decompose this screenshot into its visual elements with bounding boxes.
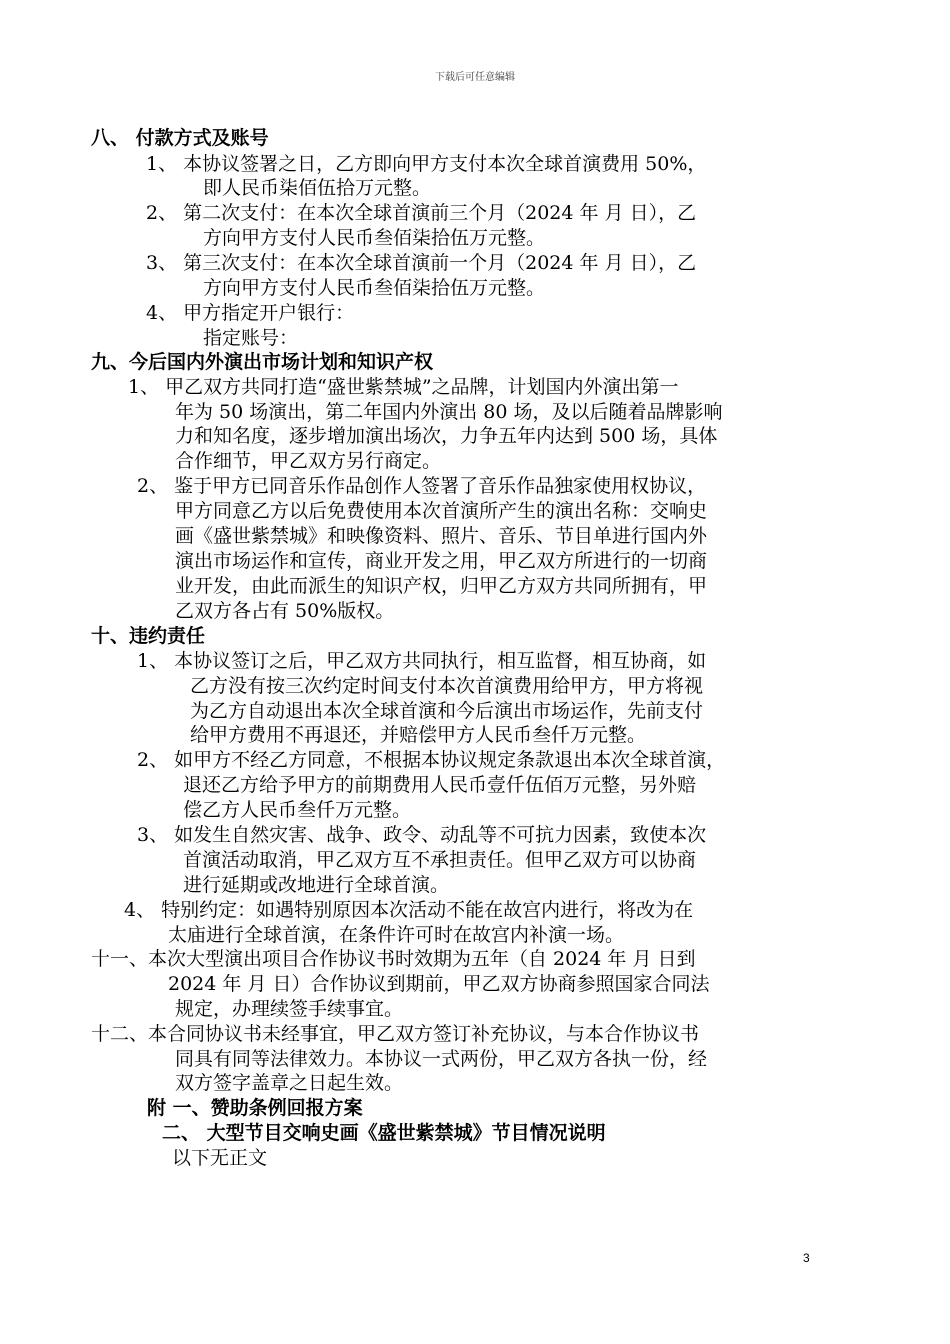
s9-line-10: 乙双方各占有 50%版权。 (175, 600, 395, 622)
s11-line-1: 十一、本次大型演出项目合作协议书时效期为五年（自 2024 年 月 日到 (91, 948, 696, 970)
s10-line-6: 退还乙方给予甲方的前期费用人民币壹仟伍佰万元整，另外赔 (183, 774, 697, 796)
s8-line-2: 即人民币柒佰伍拾万元整。 (203, 177, 432, 199)
s9-line-5: 2、 鉴于甲方已同音乐作品创作人签署了音乐作品独家使用权协议， (137, 475, 707, 497)
section-9-title: 九、今后国内外演出市场计划和知识产权 (91, 351, 434, 373)
section-8-title: 八、 付款方式及账号 (91, 127, 269, 149)
s10-line-10: 进行延期或改地进行全球首演。 (183, 874, 450, 896)
s10-line-7: 偿乙方人民币叁仟万元整。 (183, 799, 412, 821)
appendix-line-1: 附 一、赞助条例回报方案 (147, 1097, 363, 1119)
s8-line-3: 2、 第二次支付：在本次全球首演前三个月（2024 年 月 日），乙 (146, 202, 697, 224)
s10-line-5: 2、 如甲方不经乙方同意，不根据本协议规定条款退出本次全球首演， (137, 749, 726, 771)
s12-line-3: 双方签字盖章之日起生效。 (175, 1072, 404, 1094)
s12-line-2: 同具有同等法律效力。本协议一式两份，甲乙双方各执一份，经 (175, 1048, 708, 1070)
s9-line-2: 年为 50 场演出，第二年国内外演出 80 场，及以后随着品牌影响 (175, 401, 723, 423)
s9-line-4: 合作细节，甲乙双方另行商定。 (175, 450, 442, 472)
s9-line-9: 业开发，由此而派生的知识产权，归甲乙方双方共同所拥有，甲 (175, 575, 708, 597)
section-10-title: 十、违约责任 (91, 625, 206, 647)
s10-line-2: 乙方没有按三次约定时间支付本次首演费用给甲方，甲方将视 (190, 675, 704, 697)
s11-line-3: 规定，办理续签手续事宜。 (175, 998, 404, 1020)
s10-line-11: 4、 特别约定：如遇特别原因本次活动不能在故宫内进行，将改为在 (124, 899, 694, 921)
s9-line-8: 演出市场运作和宣传，商业开发之用，甲乙双方所进行的一切商 (175, 550, 708, 572)
s11-line-2: 2024 年 月 日）合作协议到期前，甲乙双方协商参照国家合同法 (168, 973, 710, 995)
s9-line-7: 画《盛世紫禁城》和映像资料、照片、音乐、节目单进行国内外 (175, 525, 708, 547)
s8-line-7: 4、 甲方指定开户银行： (146, 302, 355, 324)
s10-line-8: 3、 如发生自然灾害、战争、政令、动乱等不可抗力因素，致使本次 (137, 824, 707, 846)
s10-line-9: 首演活动取消，甲乙双方互不承担责任。但甲乙双方可以协商 (183, 849, 697, 871)
s12-line-1: 十二、本合同协议书未经事宜，甲乙双方签订补充协议，与本合作协议书 (91, 1023, 700, 1045)
s10-line-4: 给甲方费用不再退还，并赔偿甲方人民币叁仟万元整。 (190, 724, 647, 746)
s9-line-1: 1、 甲乙双方共同打造“盛世紫禁城”之品牌，计划国内外演出第一 (128, 376, 679, 398)
s8-line-8: 指定账号： (203, 327, 299, 349)
s8-line-6: 方向甲方支付人民币叁佰柒拾伍万元整。 (203, 277, 546, 299)
s8-line-1: 1、 本协议签署之日，乙方即向甲方支付本次全球首演费用 50%， (146, 153, 707, 175)
s10-line-1: 1、 本协议签订之后，甲乙双方共同执行，相互监督，相互协商，如 (137, 650, 707, 672)
s9-line-3: 力和知名度，逐步增加演出场次，力争五年内达到 500 场，具体 (175, 425, 718, 447)
page-number: 3 (803, 1251, 810, 1265)
s8-line-5: 3、 第三次支付：在本次全球首演前一个月（2024 年 月 日），乙 (146, 252, 697, 274)
appendix-line-3: 以下无正文 (172, 1147, 268, 1169)
s9-line-6: 甲方同意乙方以后免费使用本次首演所产生的演出名称：交响史 (175, 500, 708, 522)
s10-line-12: 太庙进行全球首演，在条件许可时在故宫内补演一场。 (168, 924, 625, 946)
appendix-line-2: 二、 大型节目交响史画《盛世紫禁城》节目情况说明 (162, 1122, 606, 1144)
page-header: 下载后可任意编辑 (435, 72, 515, 83)
s8-line-4: 方向甲方支付人民币叁佰柒拾伍万元整。 (203, 227, 546, 249)
s10-line-3: 为乙方自动退出本次全球首演和今后演出市场运作，先前支付 (190, 700, 704, 722)
